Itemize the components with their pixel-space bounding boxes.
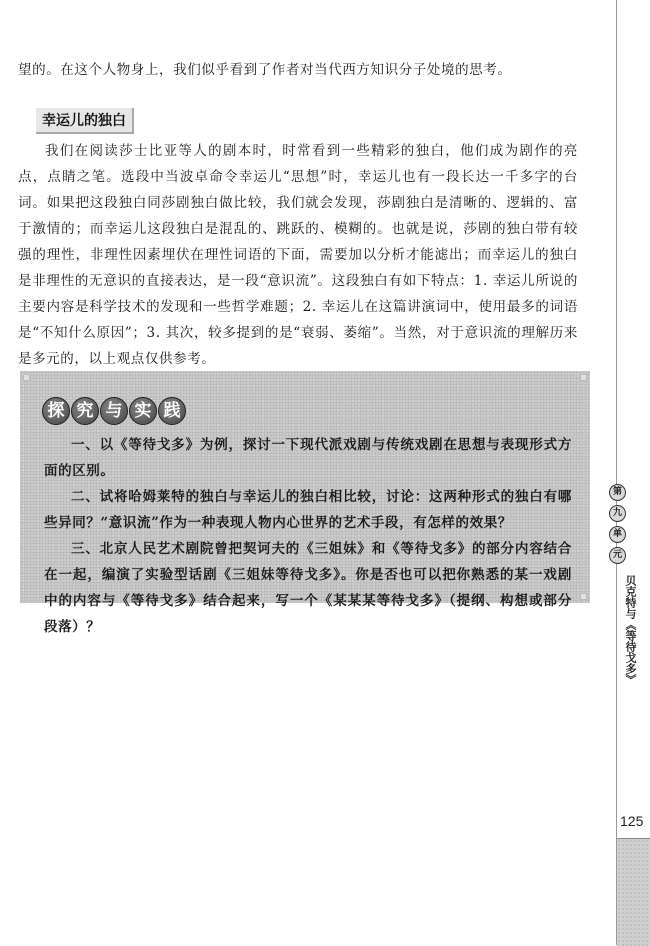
unit-badge: 元 bbox=[609, 547, 626, 564]
box-corner-mark bbox=[580, 374, 587, 381]
box-corner-mark bbox=[23, 374, 30, 381]
unit-badge: 第 bbox=[609, 484, 626, 501]
title-bubble: 实 bbox=[129, 397, 157, 425]
unit-badge: 九 bbox=[609, 505, 626, 522]
practice-question-3: 三、北京人民艺术剧院曾把契诃夫的《三姐妹》和《等待戈多》的部分内容结合在一起，编演了实验型话剧《三姐妹等待戈多》。你是否也可以把你熟悉的某一戏剧中的内容与《等待戈多》结合起来，写一个《某某某等待戈多》（提纲、构想或部分段落）？ bbox=[44, 541, 572, 635]
page-number: 125 bbox=[620, 813, 644, 829]
practice-question-1: 一、以《等待戈多》为例，探讨一下现代派戏剧与传统戏剧在思想与表现形式方面的区别。 bbox=[44, 437, 572, 479]
body-paragraph: 我们在阅读莎士比亚等人的剧本时，时常看到一些精彩的独白，他们成为剧作的亮点，点睛之笔。选段中当波卓命令幸运儿“思想”时，幸运儿也有一段长达一千多字的台词。如果把这段独白同莎剧独白做比较，我们就会发现，莎剧独白是清晰的、逻辑的、富于激情的；而幸运儿这段独白是混乱的、跳跃的、模糊的。也就是说，莎剧的独白带有较强的理性，非理性因素埋伏在理性词语的下面，需要加以分析才能滤出；而幸运儿的独白是非理性的无意识的直接表达，是一段“意识流”。这段独白有如下特点：1. 幸运儿所说的主要内容是科学技术的发现和一些哲学难题；2. 幸运儿在这篇讲演词中，使用最多的词语是“不知什么原因”；3. 其次，较多提到的是“衰弱、萎缩”。当然，对于意识流的理解历来是多元的，以上观点仅供参考。 bbox=[18, 143, 578, 367]
title-bubble: 究 bbox=[71, 397, 99, 425]
title-bubble: 探 bbox=[42, 397, 70, 425]
margin-divider-line bbox=[616, 0, 617, 945]
title-bubble: 践 bbox=[158, 397, 186, 425]
continued-paragraph: 望的。在这个人物身上，我们似乎看到了作者对当代西方知识分子处境的思考。 bbox=[18, 62, 512, 78]
edge-tab bbox=[617, 838, 650, 946]
practice-question-2: 二、试将哈姆莱特的独白与幸运儿的独白相比较，讨论：这两种形式的独白有哪些异同？“意识流”作为一种表现人物内心世界的艺术手段，有怎样的效果？ bbox=[44, 489, 572, 531]
box-corner-mark bbox=[580, 593, 587, 600]
section-heading: 幸运儿的独白 bbox=[36, 108, 134, 134]
chapter-title-vertical: 贝克特与《等待戈多》 bbox=[624, 575, 637, 685]
title-bubble: 与 bbox=[100, 397, 128, 425]
unit-badge: 单 bbox=[609, 526, 626, 543]
practice-box-title bbox=[42, 397, 186, 425]
unit-label bbox=[609, 484, 625, 568]
